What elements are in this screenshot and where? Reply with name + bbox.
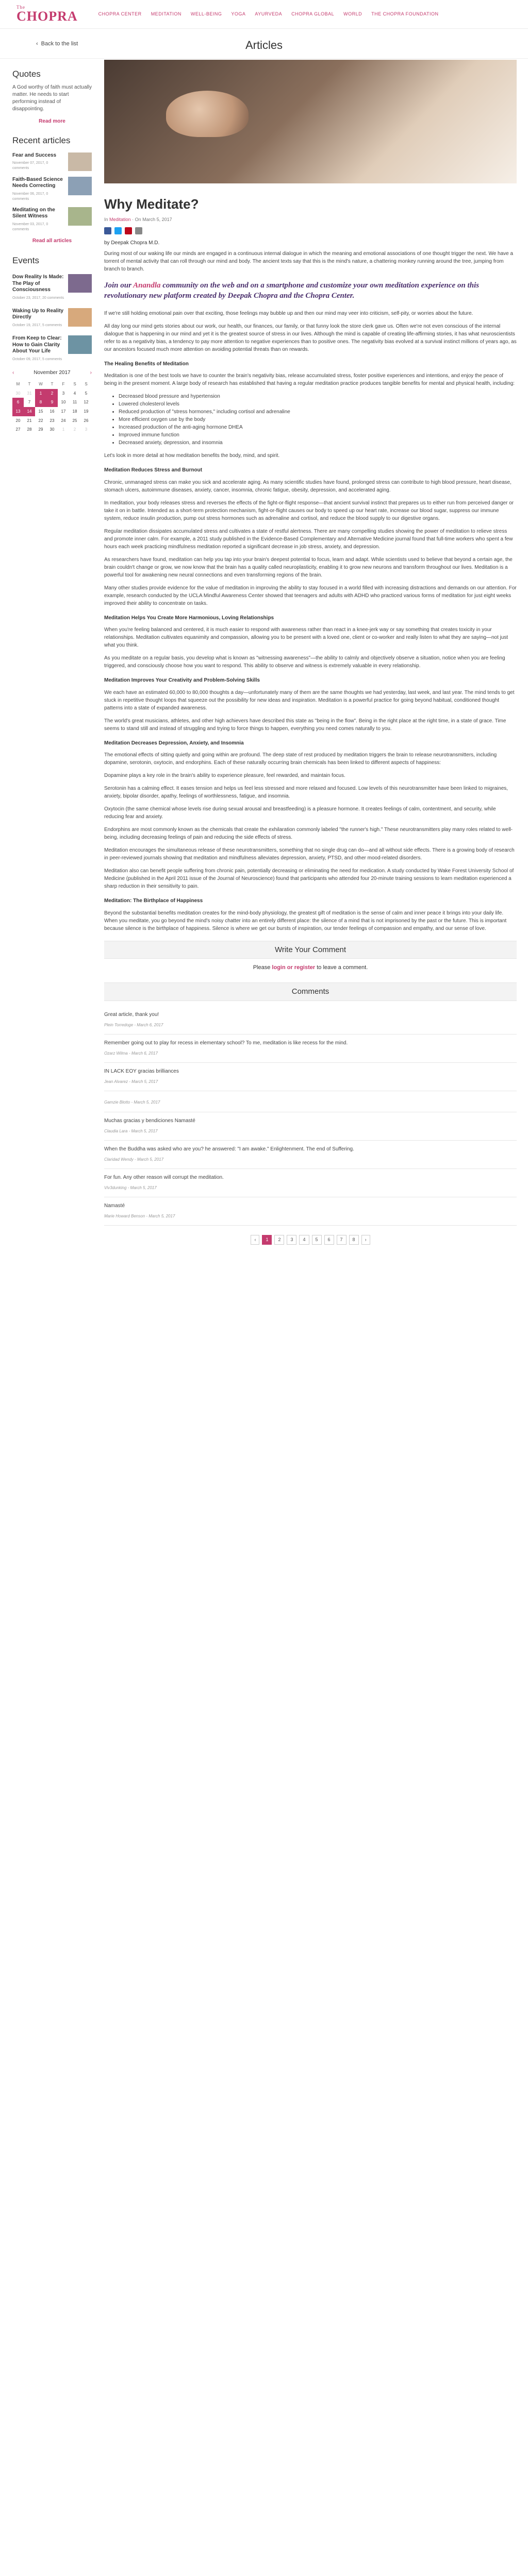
article-paragraph: The world's great musicians, athletes, and other high achievers have described this state as "being in the flow". Being in the right place at the right time, in a state of grace. Time seems to stand still and instead of struggling and trying to force things to happen, everything you need comes naturally to you. — [104, 718, 506, 732]
anandla-callout[interactable] — [104, 280, 517, 301]
logo-big: CHOPRA — [16, 9, 78, 24]
comment-author: Claridad Wendy - March 5, 2017 — [104, 1157, 164, 1162]
pager-page[interactable]: 8 — [349, 1235, 359, 1245]
list-item: • Reduced production of "stress hormones," including cortisol and adrenaline — [119, 408, 517, 416]
calendar-day[interactable]: 2 — [46, 389, 58, 398]
comment-text: Remember going out to play for recess in elementary school? To me, meditation is like recess for the mind. — [104, 1040, 348, 1046]
comment-item — [104, 1063, 517, 1091]
recent-article-date: November 07, 2017, 0 comments — [12, 161, 48, 171]
event-date: October 09, 2017, 5 comments — [12, 357, 62, 361]
calendar-day[interactable]: 9 — [46, 398, 58, 407]
comment-author: Gamzie Blotto - March 5, 2017 — [104, 1100, 160, 1105]
chevron-left-icon: ‹ — [36, 41, 38, 47]
calendar-day[interactable]: 3 — [85, 427, 88, 432]
nav-item[interactable]: WORLD — [343, 11, 362, 16]
calendar-day[interactable]: 25 — [72, 418, 77, 423]
comment-author: Viv3dunking - March 5, 2017 — [104, 1185, 157, 1190]
calendar-day[interactable]: 14 — [24, 407, 35, 416]
calendar-day[interactable]: 30 — [15, 391, 21, 396]
article-paragraph: Meditation is one of the best tools we have to counter the brain's negativity bias, release accumulated stress, foster positive experiences and intentions, and enjoy the peace of being in the present moment. A large body of research has established that having a regular meditation practice produces tangible benefits for mental and physical health, including: — [104, 373, 515, 387]
event-item[interactable] — [12, 274, 92, 301]
article-paragraph: Meditation also can benefit people suffering from chronic pain, potentially decreasing or eliminating the need for medication. A study conducted by Wake Forest University School of Medicine (published in the April 2011 issue of the Journal of Neuroscience) found that participants who attended four 20-minute training sessions to learn meditation experienced a sharp reduction in their sensitivity to pain. — [104, 868, 514, 890]
recent-article-item[interactable] — [12, 177, 92, 202]
calendar-day[interactable]: 19 — [84, 409, 89, 414]
calendar-grid — [12, 380, 92, 434]
pager-page[interactable]: 3 — [287, 1235, 296, 1245]
recent-article-title: Faith-Based Science Needs Correcting — [12, 176, 63, 189]
section-heading: Meditation Improves Your Creativity and Problem-Solving Skills — [104, 677, 260, 684]
comments-pagination — [104, 1235, 517, 1245]
calendar-weekday: S — [73, 382, 76, 387]
event-item[interactable] — [12, 335, 92, 362]
article-paragraph: Dopamine plays a key role in the brain's ability to experience pleasure, feel rewarded, and maintain focus. — [104, 773, 345, 779]
events-calendar — [12, 369, 92, 434]
event-date: October 23, 2017, 20 comments — [12, 296, 64, 300]
pager-page[interactable]: 1 — [262, 1235, 272, 1245]
article-paragraph: Regular meditation dissipates accumulated stress and cultivates a state of restful alertness. There are many compelling studies showing the power of meditation to relieve stress and promote inner calm. For example, a 2011 study published in the Evidence-Based Complementary and Alternative Medicine journal found that full-time workers who spent a few hours each week practicing mindfulness meditation reported a significant decrease in job stress, anxiety, and depression. — [104, 528, 513, 550]
comments-heading: Comments — [104, 982, 517, 1001]
comment-text: For fun. Any other reason will corrupt the meditation. — [104, 1175, 224, 1181]
comment-item — [104, 1091, 517, 1112]
article-hero-image — [104, 60, 517, 183]
pager-page[interactable]: 2 — [274, 1235, 284, 1245]
quote-text: A God worthy of faith must actually matter. He needs to start performing instead of disappointing. — [12, 84, 92, 112]
article-paragraph: Beyond the substantial benefits meditation creates for the mind-body physiology, the greatest gift of meditation is the sense of calm and inner peace it brings into your daily life. When you meditate, you go beyond the mind's noisy chatter into an entirely different place: the silence of a mind that is not imprisoned by the past or the future. This is important because silence is the birthplace of happiness. Silence is where we get our bursts of inspiration, our tender feelings of compassion and empathy, and our sense of love. — [104, 910, 507, 931]
calendar-day[interactable]: 26 — [84, 418, 89, 423]
calendar-day[interactable]: 28 — [27, 427, 32, 432]
content-wrap — [0, 59, 528, 1254]
list-item: • Decreased blood pressure and hypertension — [119, 393, 517, 400]
article-paragraph: Chronic, unmanaged stress can make you sick and accelerate aging. As many scientific studies have found, prolonged stress can contribute to high blood pressure, heart disease, stomach ulcers, autoimmune diseases, anxiety, cancer, insomnia, chronic fatigue, obesity, depression, and accelerated aging. — [104, 479, 512, 493]
top-bar — [0, 0, 528, 29]
calendar-day[interactable]: 7 — [28, 400, 31, 405]
recent-article-date: November 03, 2017, 0 comments — [12, 222, 48, 231]
event-thumbnail — [68, 335, 92, 354]
calendar-day[interactable]: 22 — [38, 418, 43, 423]
section-heading: Meditation Reduces Stress and Burnout — [104, 467, 203, 473]
article-paragraph: Many other studies provide evidence for the value of meditation in improving the ability to stay focused in a world filled with increasing distractions and demands on our attention. For example, research conducted by the UCLA Mindful Awareness Center showed that teenagers and adults with ADHD who practiced various forms of meditation for just eight weeks improved their ability to concentrate on tasks. — [104, 585, 517, 606]
article-paragraph: In meditation, your body releases stress and reverses the effects of the fight-or-flight response—that ancient survival instinct that prepares us to either run from perceived danger or take it on in battle. Intended as a short-term protection mechanism, fight-or-flight causes our body to speed up our heart rate, increase our blood sugar, suppress our immune system, reduce insulin production, pump out stress hormones such as adrenaline and cortisol, and reduce the blood supply to our digestive organs. — [104, 500, 514, 521]
nav-item[interactable]: AYURVEDA — [255, 11, 283, 16]
email-icon[interactable] — [135, 227, 142, 234]
article-paragraph: Meditation encourages the simultaneous release of these neurotransmitters, something that no single drug can do—and all without side effects. There is a growing body of research in peer-reviewed journals showing that meditation and mindfulness alleviates depression, anxiety, PTSD, and other mood-related disorders. — [104, 848, 515, 861]
pager-page[interactable]: 6 — [324, 1235, 334, 1245]
calendar-day[interactable]: 18 — [72, 409, 77, 414]
section-heading: The Healing Benefits of Meditation — [104, 361, 189, 367]
sub-bar — [0, 29, 528, 59]
nav-item[interactable]: THE CHOPRA FOUNDATION — [371, 11, 439, 16]
login-prompt — [104, 964, 517, 972]
article-paragraph: Let's look in more detail at how meditation benefits the body, mind, and spirit. — [104, 453, 280, 459]
facebook-icon[interactable] — [104, 227, 111, 234]
calendar-day[interactable]: 27 — [15, 427, 21, 432]
quote-read-more-link[interactable]: Read more — [39, 118, 65, 124]
comment-item — [104, 1006, 517, 1035]
calendar-day[interactable]: 6 — [12, 398, 24, 407]
comment-author: Jean Alvarez - March 5, 2017 — [104, 1079, 158, 1084]
benefits-list — [119, 393, 517, 447]
pager-page[interactable]: 4 — [299, 1235, 309, 1245]
event-title: Dow Reality Is Made: The Play of Consciousness — [12, 274, 64, 293]
section-heading: Meditation: The Birthplace of Happiness — [104, 898, 203, 904]
article-paragraph: Endorphins are most commonly known as the chemicals that create the exhilaration commonly labeled "the runner's high." These neurotransmitters play many roles related to well-being, including decreasing feelings of pain and reducing the side effects of stress. — [104, 827, 513, 841]
recent-article-title: Fear and Success — [12, 152, 57, 158]
comment-item — [104, 1141, 517, 1169]
calendar-next-button[interactable]: › — [90, 369, 92, 376]
events-heading: Events — [12, 255, 39, 265]
comment-text: When the Buddha was asked who are you? he answered: "I am awake." Enlightenment. The end of Suffering. — [104, 1146, 354, 1153]
calendar-day[interactable]: 17 — [61, 409, 66, 414]
comment-author: Ozarz Wilma - March 6, 2017 — [104, 1050, 158, 1056]
pager-next-button[interactable]: › — [361, 1235, 370, 1245]
calendar-weekday: W — [39, 382, 43, 387]
meta-prefix: In — [104, 216, 108, 222]
article-author: by Deepak Chopra M.D. — [104, 240, 160, 246]
event-title: Waking Up to Reality Directly — [12, 308, 64, 320]
comment-text: Namasté — [104, 1203, 125, 1209]
meta-category-link[interactable]: Meditation — [109, 216, 131, 222]
recent-article-item[interactable] — [12, 207, 92, 232]
calendar-day[interactable]: 5 — [85, 391, 88, 396]
read-all-articles-link[interactable]: Read all articles — [32, 238, 72, 244]
comment-item — [104, 1112, 517, 1141]
calendar-weekday: T — [51, 382, 54, 387]
calendar-day[interactable]: 13 — [12, 407, 24, 416]
calendar-weekday: M — [16, 382, 20, 387]
article-paragraph: Oxytocin (the same chemical whose levels rise during sexual arousal and breastfeeding) is a pleasure hormone. It creates feelings of calm, contentment, and security, while reducing fear and anxiety. — [104, 806, 496, 820]
logo-small: The — [16, 5, 25, 10]
calendar-day[interactable]: 15 — [38, 409, 43, 414]
article-meta: In Meditation · On March 5, 2017 — [104, 216, 172, 222]
calendar-weekday: T — [28, 382, 31, 387]
comment-author: Plein Torredoge - March 6, 2017 — [104, 1022, 163, 1027]
list-item: • Decreased anxiety, depression, and insomnia — [119, 439, 517, 447]
calendar-day[interactable]: 8 — [35, 398, 46, 407]
calendar-day[interactable]: 11 — [72, 400, 77, 405]
sidebar — [9, 59, 94, 1254]
calendar-day[interactable]: 21 — [27, 418, 32, 423]
quotes-heading: Quotes — [12, 69, 41, 79]
share-buttons — [104, 227, 517, 234]
calendar-month: November 2017 — [34, 369, 71, 376]
comment-item — [104, 1169, 517, 1197]
event-thumbnail — [68, 274, 92, 293]
pager-page[interactable]: 7 — [337, 1235, 346, 1245]
calendar-day[interactable]: 4 — [73, 391, 76, 396]
pinterest-icon[interactable] — [125, 227, 132, 234]
event-thumbnail — [68, 308, 92, 327]
calendar-weekday: S — [85, 382, 88, 387]
recent-article-thumbnail — [68, 152, 92, 171]
nav-item[interactable]: CHOPRA GLOBAL — [291, 11, 335, 16]
calendar-day[interactable]: 16 — [50, 409, 55, 414]
article-paragraph: When you're feeling balanced and centered, it is much easier to respond with awareness rather than react in a knee-jerk way or say something that creates toxicity in your relationships. Meditation cultivates equanimity and compassion, allowing you to be present with a loved one, client or co-worker and really listen to what they are saying—not just what you think. — [104, 627, 508, 649]
recent-article-date: November 06, 2017, 0 comments — [12, 192, 48, 201]
list-item: • Increased production of the anti-aging hormone DHEA — [119, 423, 517, 431]
page-title: Articles — [245, 39, 283, 52]
calendar-prev-button[interactable]: ‹ — [12, 369, 14, 376]
write-comment-heading: Write Your Comment — [104, 941, 517, 959]
calendar-day[interactable]: 31 — [27, 391, 32, 396]
calendar-day[interactable]: 24 — [61, 418, 66, 423]
recent-article-thumbnail — [68, 177, 92, 195]
event-item[interactable] — [12, 308, 92, 328]
pager-prev-button[interactable]: ‹ — [251, 1235, 259, 1245]
recent-article-title: Meditating on the Silent Witness — [12, 207, 55, 219]
article-paragraph: The emotional effects of sitting quietly and going within are profound. The deep state of rest produced by meditation triggers the brain to release neurotransmitters, including dopamine, serotonin, oxytocin, and endorphins. Each of these naturally occurring brain chemicals has been linked to different aspects of happiness: — [104, 752, 497, 766]
article-main — [104, 59, 517, 1254]
recent-articles-heading: Recent articles — [12, 135, 71, 146]
list-item: • Lowered cholesterol levels — [119, 400, 517, 408]
login-pre: Please — [253, 964, 272, 971]
comment-item — [104, 1035, 517, 1063]
calendar-day[interactable]: 29 — [38, 427, 43, 432]
article-paragraph: Serotonin has a calming effect. It eases tension and helps us feel less stressed and more relaxed and focused. Low levels of this neurotransmitter have been linked to migraines, anxiety, bipolar disorder, apathy, feelings of worthlessness, fatigue, and insomnia. — [104, 786, 508, 800]
event-date: October 19, 2017, 5 comments — [12, 323, 62, 327]
calendar-day[interactable]: 1 — [62, 427, 65, 432]
nav-item[interactable]: WELL-BEING — [190, 11, 222, 16]
calendar-weekday: F — [62, 382, 65, 387]
article-paragraph: If we're still holding emotional pain over that exciting, those feelings may bubble up and then our mind may veer into criticism, self-pity, or worries about the future. — [104, 310, 473, 316]
comment-author: Marie Howard Benson - March 5, 2017 — [104, 1213, 175, 1218]
callout-text: community on the web and on a smartphone and customize your own meditation experience on this revolutionary new platform created by Deepak Chopra and the Chopra Center. — [104, 281, 480, 300]
login-post: to leave a comment. — [315, 964, 368, 971]
article-paragraph: As you meditate on a regular basis, you develop what is known as "witnessing awareness"—the ability to calmly and objectively observe a situation, notice when you are feeling triggered, and consciously choose how you want to respond. This ability to observe and witness is extremely valuable in every relationship. — [104, 655, 505, 669]
article-paragraph: As researchers have found, meditation can help you tap into your brain's deepest potential to focus, learn and adapt. While scientists used to believe that beyond a certain age, the brain couldn't change or grow, we now know that the brain has a quality called neuroplasticity, enabling it to grow new neurons and transform throughout our lives. Meditation is a powerful tool for awakening new neural connections and even transforming regions of the brain. — [104, 556, 513, 578]
section-heading: Meditation Decreases Depression, Anxiety, and Insomnia — [104, 740, 244, 746]
section-heading: Meditation Helps You Create More Harmonious, Loving Relationships — [104, 615, 274, 621]
comment-text: Muchas gracias y bendiciones Namasté — [104, 1118, 195, 1124]
comment-item — [104, 1197, 517, 1226]
back-label: Back to the list — [41, 41, 78, 47]
chopra-logo[interactable] — [16, 5, 78, 23]
nav-item[interactable]: MEDITATION — [151, 11, 182, 16]
comment-text: IN LACK EOY gracias brilliances — [104, 1069, 179, 1075]
event-title: From Keep to Clear: How to Gain Clarity About Your Life — [12, 335, 62, 354]
recent-article-item[interactable] — [12, 152, 92, 172]
meta-date: On March 5, 2017 — [135, 216, 172, 222]
comments-list — [104, 1006, 517, 1226]
article-paragraph: During most of our waking life our minds are engaged in a continuous internal dialogue in which the meaning and emotional associations of one thought trigger the next. We have a torrent of mental activity that can roll through our mind and body. The ancient texts say that this is the mind's nature, a chattering monkey running around the tree, jumping from branch to branch. — [104, 251, 514, 273]
article-paragraph: We each have an estimated 60,000 to 80,000 thoughts a day—unfortunately many of them are the same thoughts we had yesterday, last week, and last year. The mind tends to get stuck in repetitive thought loops that squeeze out the possibility for new ideas and inspiration. Meditation is a powerful practice for going beyond habitual, conditioned thought patterns into a state of expanded awareness. — [104, 689, 515, 711]
nav-item[interactable]: CHOPRA CENTER — [98, 11, 142, 16]
calendar-day[interactable]: 3 — [62, 391, 65, 396]
main-nav — [98, 11, 439, 18]
recent-article-thumbnail — [68, 207, 92, 226]
calendar-day[interactable]: 12 — [84, 400, 89, 405]
anandla-link[interactable]: Anandla — [133, 281, 161, 290]
pager-page[interactable]: 5 — [312, 1235, 322, 1245]
comment-author: Claudia Lara - March 5, 2017 — [104, 1128, 158, 1133]
calendar-day[interactable]: 30 — [50, 427, 55, 432]
login-register-link[interactable]: login or register — [272, 964, 316, 971]
list-item: • More efficient oxygen use by the body — [119, 416, 517, 423]
callout-text: Join our — [104, 281, 134, 290]
calendar-day[interactable]: 20 — [15, 418, 21, 423]
list-item: • Improved immune function — [119, 431, 517, 439]
meditation-hand-image — [166, 91, 249, 137]
twitter-icon[interactable] — [114, 227, 122, 234]
article-title: Why Meditate? — [104, 196, 199, 212]
calendar-day[interactable]: 23 — [50, 418, 55, 423]
comment-text: Great article, thank you! — [104, 1012, 159, 1018]
calendar-day[interactable]: 2 — [73, 427, 76, 432]
calendar-day[interactable]: 1 — [35, 389, 46, 398]
nav-item[interactable]: YOGA — [231, 11, 246, 16]
article-paragraph: All day long our mind gets stories about our work, our health, our finances, our family, or that funny look the store clerk gave us. Often we're not even conscious of the internal dialogue that is happening in our mind and yet it is the greatest source of stress in our lives. Although the mind is capable of creating life-affirming stories, it has what neuroscientists refer to as a negativity bias, a tendency to pay more attention to negative experiences than to positive ones. The negativity bias evolved at a survival instinct millions of years ago, as our ancestors focused much more attention on avoiding potential threats than on rewards. — [104, 323, 517, 352]
calendar-day[interactable]: 10 — [61, 400, 66, 405]
